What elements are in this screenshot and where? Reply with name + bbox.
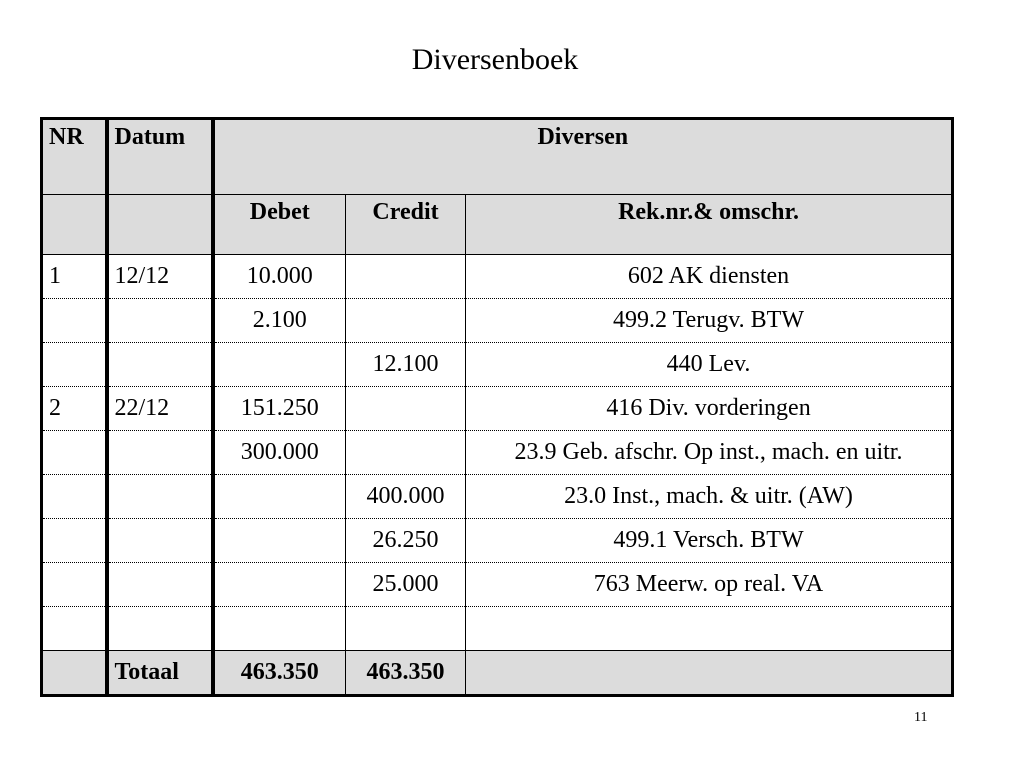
header-row-2	[42, 195, 953, 255]
cell-rek-omschr: 499.2 Terugv. BTW	[466, 299, 953, 343]
cell-datum	[107, 343, 213, 387]
header-datum: Datum	[107, 119, 213, 195]
cell-rek-omschr: 23.9 Geb. afschr. Op inst., mach. en uitr.	[466, 431, 953, 475]
header-rek-omschr: Rek.nr.& omschr.	[466, 195, 953, 255]
cell-rek-omschr: 763 Meerw. op real. VA	[466, 563, 953, 607]
cell-datum	[107, 563, 213, 607]
table-row	[42, 343, 953, 387]
cell-debet: 151.250	[213, 387, 346, 431]
cell-credit: 26.250	[346, 519, 466, 563]
table-row	[42, 431, 953, 475]
cell-debet: 10.000	[213, 255, 346, 299]
cell-nr	[42, 431, 107, 475]
total-debet: 463.350	[213, 651, 346, 696]
header-debet: Debet	[213, 195, 346, 255]
cell-datum	[107, 299, 213, 343]
cell-debet	[213, 607, 346, 651]
header-row-1	[42, 119, 953, 195]
cell-datum	[107, 519, 213, 563]
cell-datum: 12/12	[107, 255, 213, 299]
table-row	[42, 255, 953, 299]
total-nr	[42, 651, 107, 696]
cell-debet: 300.000	[213, 431, 346, 475]
cell-credit: 12.100	[346, 343, 466, 387]
cell-rek-omschr: 23.0 Inst., mach. & uitr. (AW)	[466, 475, 953, 519]
cell-nr	[42, 607, 107, 651]
cell-nr: 2	[42, 387, 107, 431]
cell-rek-omschr: 499.1 Versch. BTW	[466, 519, 953, 563]
table-row	[42, 299, 953, 343]
cell-credit	[346, 431, 466, 475]
total-row	[42, 651, 953, 696]
cell-debet	[213, 563, 346, 607]
cell-credit	[346, 387, 466, 431]
cell-debet: 2.100	[213, 299, 346, 343]
cell-credit: 400.000	[346, 475, 466, 519]
cell-nr	[42, 299, 107, 343]
total-credit: 463.350	[346, 651, 466, 696]
header-empty-nr	[42, 195, 107, 255]
page-number: 11	[914, 710, 928, 725]
diversenboek-table	[40, 117, 954, 697]
total-rek-omschr	[466, 651, 953, 696]
cell-nr	[42, 563, 107, 607]
cell-nr	[42, 475, 107, 519]
table-row	[42, 607, 953, 651]
cell-debet	[213, 519, 346, 563]
cell-debet	[213, 475, 346, 519]
header-credit: Credit	[346, 195, 466, 255]
cell-rek-omschr	[466, 607, 953, 651]
table-row	[42, 475, 953, 519]
cell-rek-omschr: 416 Div. vorderingen	[466, 387, 953, 431]
cell-datum	[107, 475, 213, 519]
cell-debet	[213, 343, 346, 387]
table-row	[42, 387, 953, 431]
cell-datum: 22/12	[107, 387, 213, 431]
cell-nr	[42, 343, 107, 387]
cell-rek-omschr: 602 AK diensten	[466, 255, 953, 299]
header-nr: NR	[42, 119, 107, 195]
total-label: Totaal	[107, 651, 213, 696]
header-empty-datum	[107, 195, 213, 255]
cell-datum	[107, 431, 213, 475]
cell-nr	[42, 519, 107, 563]
header-diversen: Diversen	[213, 119, 953, 195]
page-title: Diversenboek	[411, 43, 579, 76]
cell-credit	[346, 299, 466, 343]
cell-datum	[107, 607, 213, 651]
cell-credit	[346, 255, 466, 299]
table-row	[42, 563, 953, 607]
cell-credit	[346, 607, 466, 651]
cell-credit: 25.000	[346, 563, 466, 607]
cell-nr: 1	[42, 255, 107, 299]
table-row	[42, 519, 953, 563]
cell-rek-omschr: 440 Lev.	[466, 343, 953, 387]
